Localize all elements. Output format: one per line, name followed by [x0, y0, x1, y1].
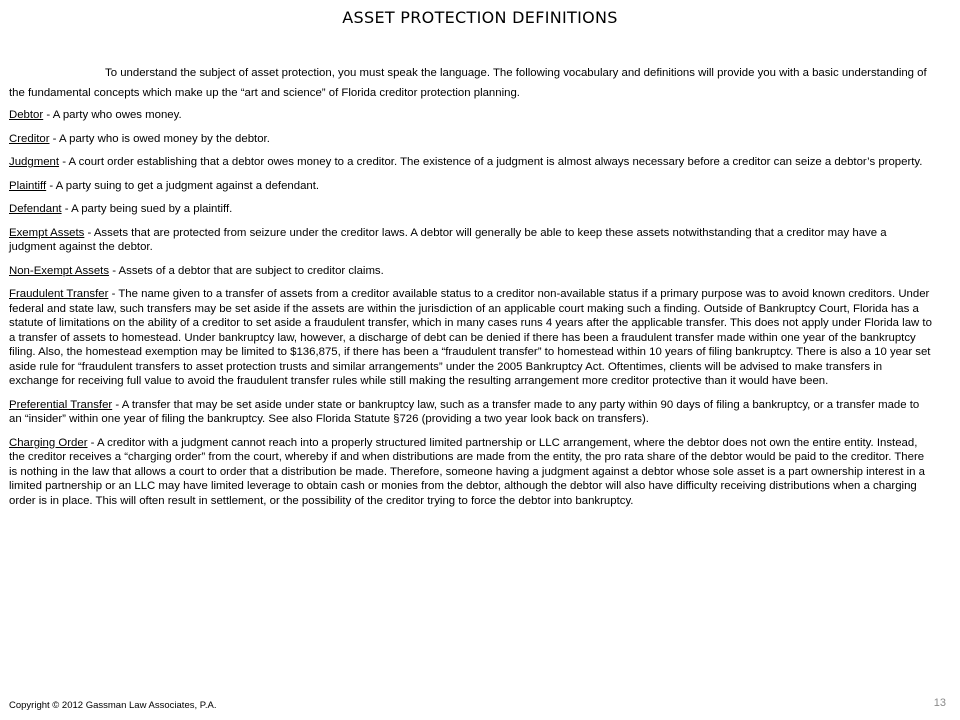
copyright-footer: Copyright © 2012 Gassman Law Associates, P.A. — [9, 700, 217, 711]
definition-text: - Assets that are protected from seizure under the creditor laws. A debtor will generally be able to keep these assets notwithstanding that a creditor may have a judgment against the debtor. — [9, 226, 887, 253]
definition-fraudulent-transfer — [9, 287, 933, 389]
definition-term: Defendant — [9, 203, 62, 215]
definition-text: - A transfer that may be set aside under state or bankruptcy law, such as a transfer made to any party within 90 days of filing a bankruptcy, or a transfer made to an “insider” within one year of filing the bankruptcy. See also Florida Statute §726 (providing a two year look back on transfers). — [9, 398, 920, 425]
definition-term: Creditor — [9, 132, 50, 145]
definition-text: - A party who owes money. — [43, 109, 182, 121]
definition-debtor — [9, 108, 933, 123]
definition-term: Charging Order — [9, 436, 88, 449]
definition-text: - A party suing to get a judgment against a defendant. — [46, 179, 320, 192]
definition-term: Judgment — [9, 156, 60, 168]
definition-text: - A creditor with a judgment cannot reach into a properly structured limited partnership or LLC arrangement, where the debtor does not own the entire entity. Instead, the creditor receives a “charging order” from the court, whereby if and when distributions are made from the entity, the pro rata share of the debtor would be paid to the creditor. There is nothing in the law that allows a court to order that a distribution be made. Therefore, someone having a judgment against a debtor whose sole asset is a part ownership interest in a limited partnership or an LLC may have limited leverage to obtain cash or monies from the debtor, although the debtor will also have difficulty receiving distributions when a charging order is in place. This will often result in settlement, or the possibility of the creditor trying to force the debtor into bankruptcy. — [9, 436, 926, 507]
definition-text: - A court order establishing that a debtor owes money to a creditor. The existence of a judgment is almost always necessary before a creditor can seize a debtor’s property. — [59, 156, 923, 168]
document-body — [9, 63, 933, 517]
definition-plaintiff — [9, 179, 933, 194]
definition-text: - Assets of a debtor that are subject to creditor claims. — [109, 264, 384, 277]
definition-judgment — [9, 155, 933, 170]
definition-term: Non-Exempt Assets — [9, 264, 110, 277]
definition-term: Preferential Transfer — [9, 398, 113, 411]
definition-defendant — [9, 202, 933, 217]
definition-term: Fraudulent Transfer — [9, 288, 109, 300]
definition-term: Exempt Assets — [9, 226, 85, 239]
page-title: ASSET PROTECTION DEFINITIONS — [342, 8, 618, 27]
definition-charging-order — [9, 436, 933, 509]
definition-text: - The name given to a transfer of assets from a creditor available status to a creditor non-available status if a primary purpose was to avoid known creditors. Under federal and state law, such transfers may be set aside if the assets are within the jurisdiction of an applicable court making such a finding. Outside of Bankruptcy Court, Florida has a statute of limitations on the ability of a creditor to set aside a fraudulent transfer, which in many cases runs 4 years after the applicable transfer. This does not apply under Florida law to a transfer of assets to homestead. Under bankruptcy law, however, a discharge of debt can be denied if there has been a fraudulent transfer made within one year of the bankruptcy filing. Also, the homestead exemption may be limited to $136,875, if there has been a “fraudulent transfer” to homestead within 10 years of filing bankruptcy. There is also a 10 year set aside rule for “fraudulent transfers to asset protection trusts and similar arrangements” under the 2005 Bankruptcy Act. Oftentimes, clients will be advised to make transfers in exchange for receiving full value to avoid the fraudulent transfer rules while still making the resulting arrangement more creditor protective than it would have been. — [9, 288, 932, 387]
definition-term: Debtor — [9, 109, 44, 121]
definition-term: Plaintiff — [9, 179, 47, 192]
page-number: 13 — [933, 697, 946, 709]
intro-paragraph: To understand the subject of asset protection, you must speak the language. The following vocabulary and definitions will provide you with a basic understanding of the fundamental concepts which make up the “art and science” of Florida creditor protection planning. — [9, 67, 927, 99]
definition-text: - A party being sued by a plaintiff. — [61, 203, 233, 215]
definition-text: - A party who is owed money by the debtor. — [49, 132, 270, 145]
definition-exempt-assets — [9, 226, 933, 255]
definition-non-exempt-assets — [9, 264, 933, 279]
definition-creditor — [9, 132, 933, 147]
definition-preferential-transfer — [9, 398, 933, 427]
